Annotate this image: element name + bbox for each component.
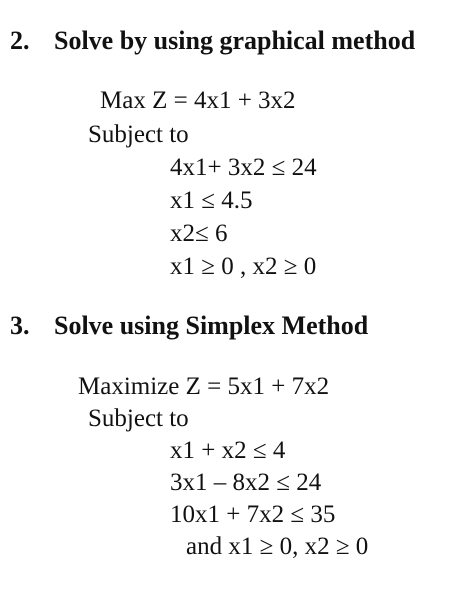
problem-3-title: Solve using Simplex Method (54, 311, 369, 340)
problem-3-subject-to: Subject to (88, 405, 189, 432)
problem-2-heading (10, 28, 415, 54)
problem-2-constraint-4: x1 ≥ 0 , x2 ≥ 0 (170, 253, 317, 280)
problem-2-constraint-3: x2≤ 6 (170, 220, 228, 247)
problem-2-objective: Max Z = 4x1 + 3x2 (100, 87, 296, 114)
problem-3-objective: Maximize Z = 5x1 + 7x2 (78, 373, 330, 400)
problem-3-number: 3. (10, 311, 30, 340)
problem-2-constraint-2: x1 ≤ 4.5 (170, 187, 253, 214)
problem-2-number: 2. (10, 26, 30, 55)
problem-3-constraint-4: and x1 ≥ 0, x2 ≥ 0 (186, 533, 369, 560)
problem-3-constraint-3: 10x1 + 7x2 ≤ 35 (170, 501, 336, 528)
problem-2-title: Solve by using graphical method (54, 26, 416, 55)
problem-2-constraint-1: 4x1+ 3x2 ≤ 24 (170, 154, 317, 181)
problem-2-subject-to: Subject to (88, 121, 189, 148)
problem-3-constraint-2: 3x1 – 8x2 ≤ 24 (170, 469, 322, 496)
problem-3-constraint-1: x1 + x2 ≤ 4 (170, 437, 286, 464)
problem-3-heading (10, 313, 368, 339)
